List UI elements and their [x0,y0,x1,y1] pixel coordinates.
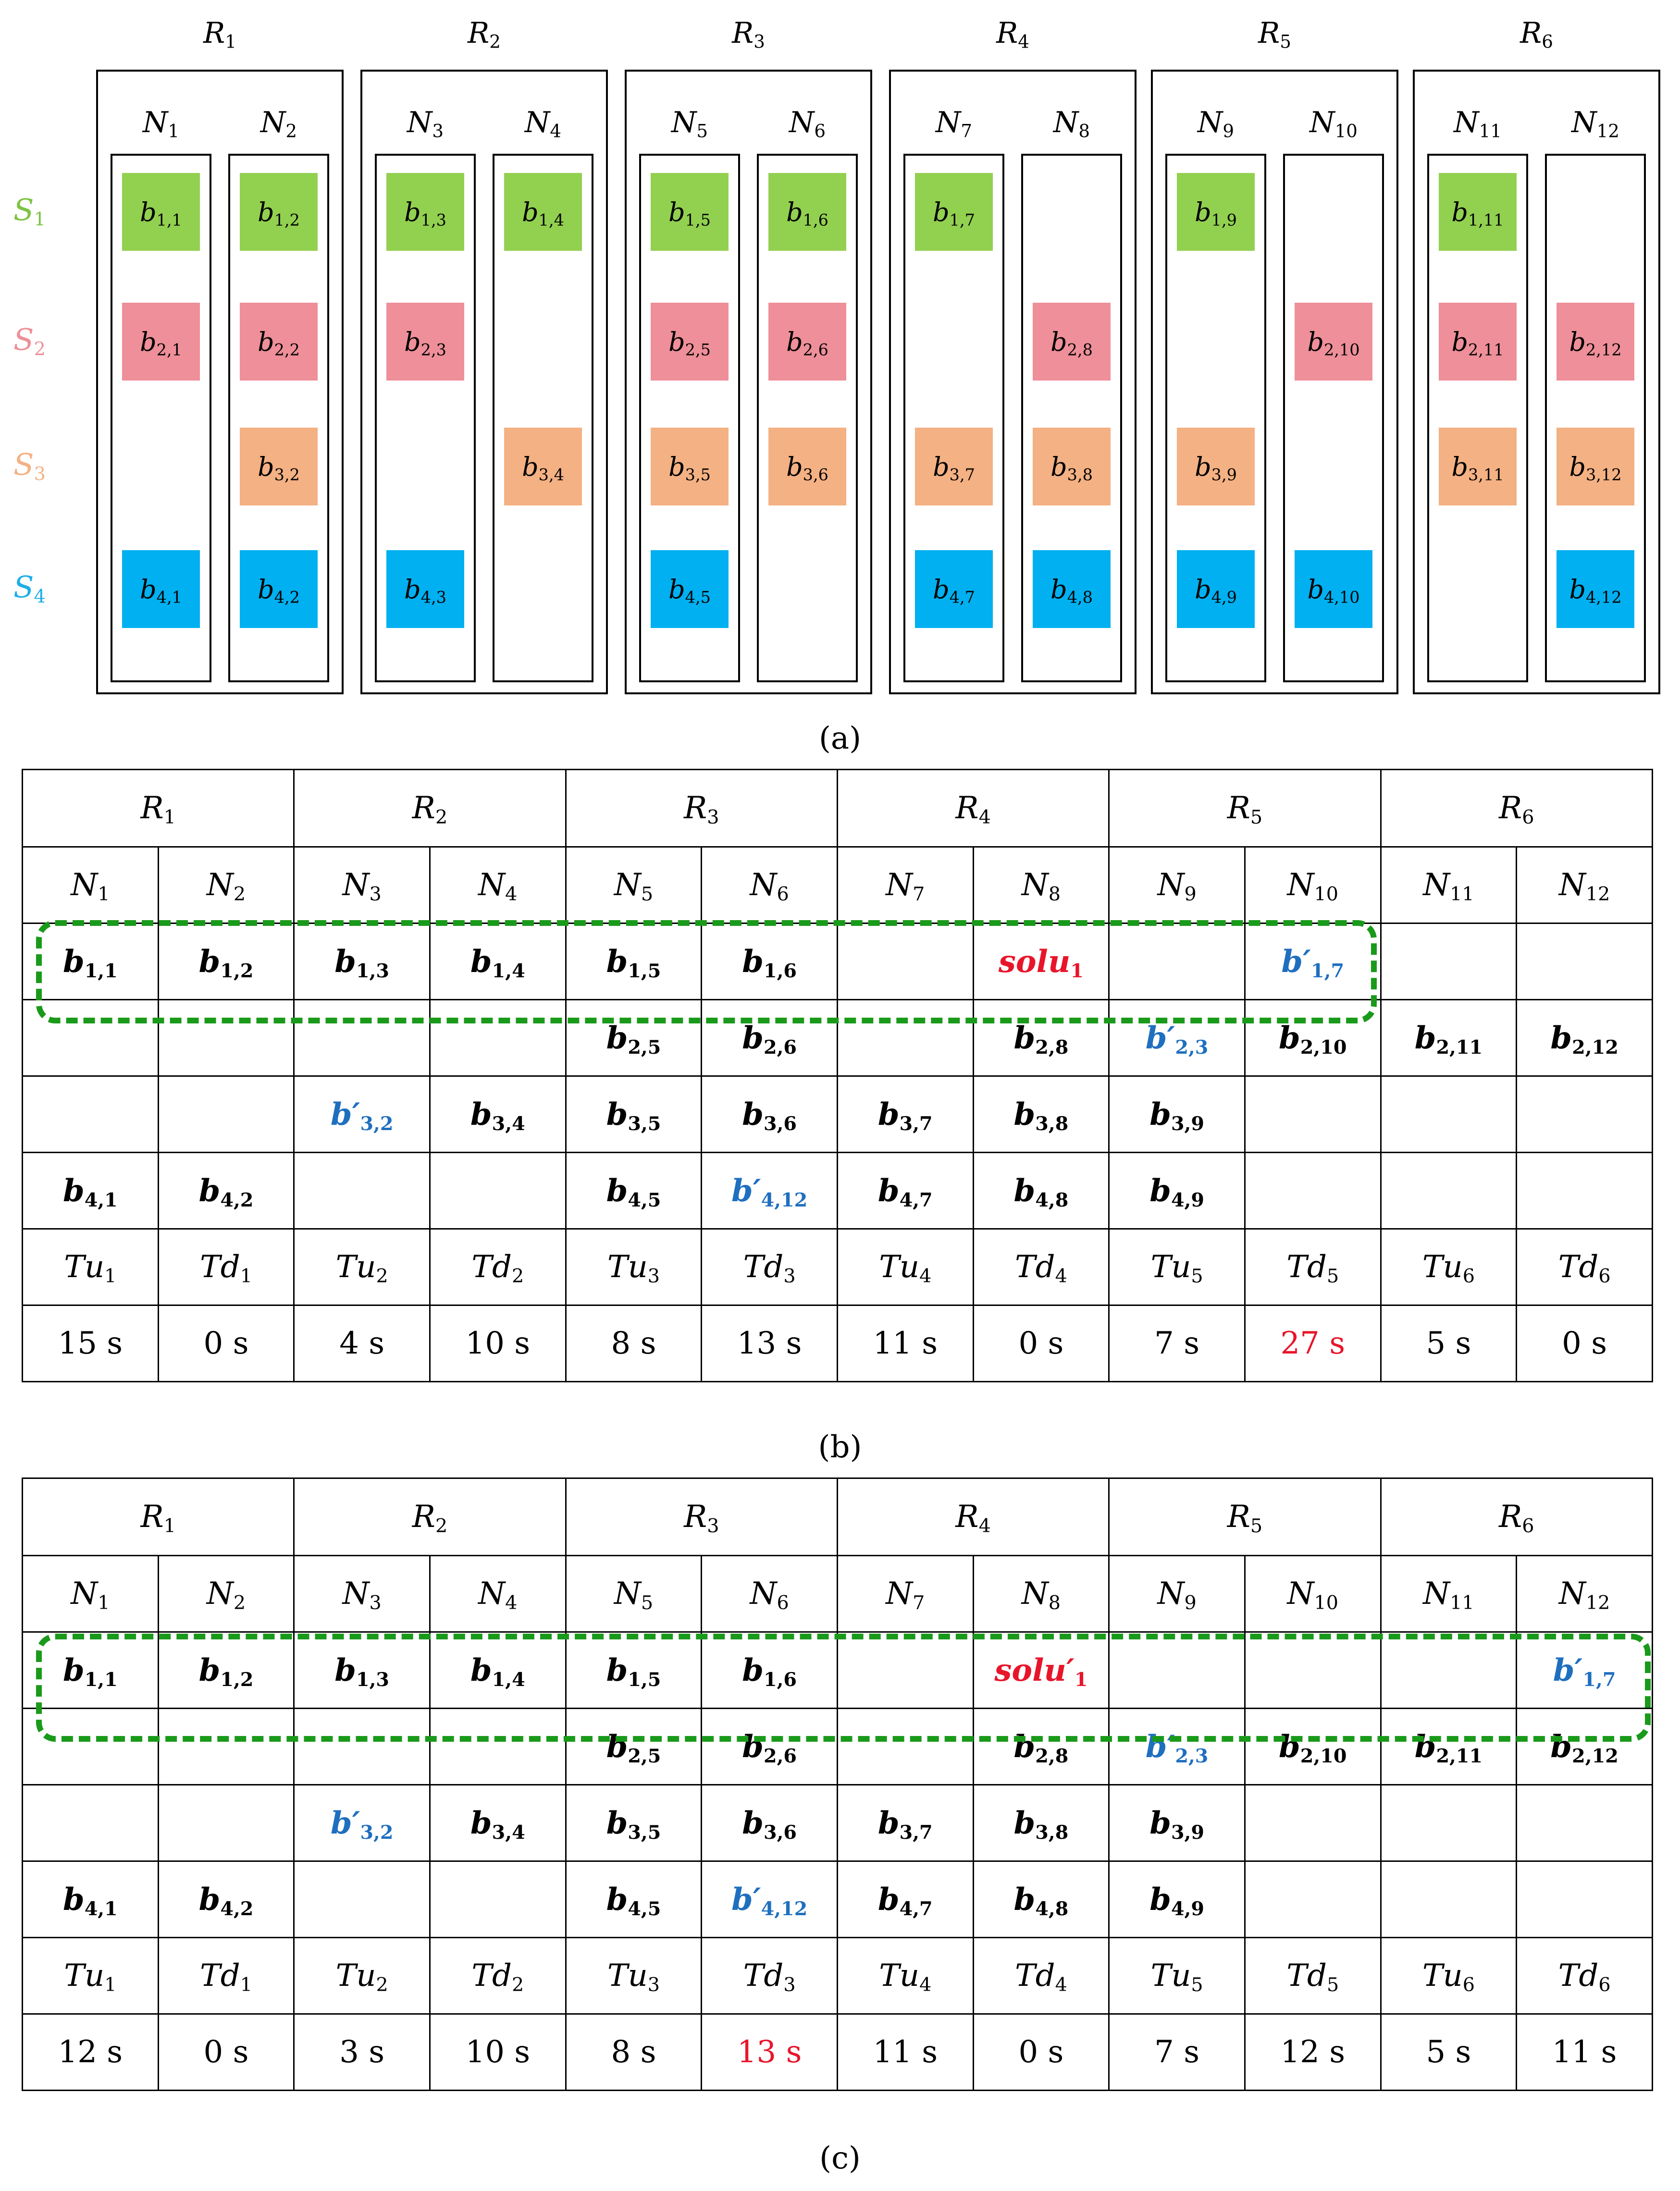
node-header-N7: $N_7$ [837,847,973,923]
cell-b2-6: $b_{2,6}$ [702,1000,838,1076]
time-label-Tu3: $Tu_3$ [566,1938,702,2014]
node-header-N12: $N_{12}$ [1517,1556,1653,1632]
node-label-N8: $N_8$ [1053,106,1090,142]
node-label-N5: $N_5$ [671,106,708,142]
rack-label-R4: $R_4$ [996,16,1029,52]
time-label-Td4: $Td_4$ [973,1229,1109,1305]
time-value: 10 s [430,1305,566,1382]
time-label-Tu2: $Tu_2$ [294,1938,430,2014]
block-b2-8: $b_{2,8}$ [1033,303,1111,381]
cell-b3-4: $b_{3,4}$ [430,1076,566,1153]
empty-cell [1517,1785,1653,1861]
empty-cell [294,1000,430,1076]
cell-b-2-3: $b'_{2,3}$ [1109,1709,1245,1785]
rack-header-R1: $R_1$ [23,1478,294,1556]
empty-cell [1109,923,1245,1000]
rack-header-R6: $R_6$ [1381,1478,1652,1556]
time-label-Td3: $Td_3$ [702,1229,838,1305]
rack-header-R4: $R_4$ [837,770,1109,847]
empty-cell [158,1076,294,1153]
block-b3-11: $b_{3,11}$ [1439,428,1517,505]
cell-b4-7: $b_{4,7}$ [837,1861,973,1938]
block-b4-5: $b_{4,5}$ [651,550,729,628]
time-label-Tu3: $Tu_3$ [566,1229,702,1305]
cell-b2-8: $b_{2,8}$ [973,1000,1109,1076]
cell-b3-8: $b_{3,8}$ [973,1076,1109,1153]
time-label-Tu5: $Tu_5$ [1109,1938,1245,2014]
time-label-row [23,1229,1653,1305]
cell-b1-3: $b_{1,3}$ [294,923,430,1000]
time-label-Td1: $Td_1$ [158,1229,294,1305]
cell-b1-2: $b_{1,2}$ [158,1632,294,1709]
stripe-row [23,1153,1653,1229]
empty-cell [1245,1861,1381,1938]
block-b4-10: $b_{4,10}$ [1295,550,1372,628]
cell-b-1-7: $b'_{1,7}$ [1245,923,1381,1000]
time-value: 10 s [430,2014,566,2091]
time-label-Tu5: $Tu_5$ [1109,1229,1245,1305]
node-header-N1: $N_1$ [23,1556,159,1632]
cell-b3-6: $b_{3,6}$ [702,1076,838,1153]
time-value: 13 s [702,1305,838,1382]
block-b4-8: $b_{4,8}$ [1033,550,1111,628]
time-value: 15 s [23,1305,159,1382]
empty-cell [158,1000,294,1076]
block-b2-10: $b_{2,10}$ [1295,303,1372,381]
node-header-row [23,847,1653,923]
empty-cell [430,1709,566,1785]
time-value: 0 s [1517,1305,1653,1382]
cell-b3-8: $b_{3,8}$ [973,1785,1109,1861]
time-value: 11 s [837,2014,973,2091]
empty-cell [837,1000,973,1076]
node-label-N3: $N_3$ [407,106,444,142]
cell-b3-5: $b_{3,5}$ [566,1785,702,1861]
empty-cell [1381,1076,1517,1153]
time-label-Td5: $Td_5$ [1245,1229,1381,1305]
cell-b4-1: $b_{4,1}$ [23,1861,159,1938]
panel_b-table [22,769,1653,1382]
time-value-row [23,2014,1653,2091]
block-b4-3: $b_{4,3}$ [386,550,464,628]
time-value: 11 s [837,1305,973,1382]
node-header-N12: $N_{12}$ [1517,847,1653,923]
cell-b-3-2: $b'_{3,2}$ [294,1785,430,1861]
cell-b1-4: $b_{1,4}$ [430,1632,566,1709]
node-label-N2: $N_2$ [260,106,297,142]
empty-cell [430,1153,566,1229]
node-header-N11: $N_{11}$ [1381,1556,1517,1632]
cell-b4-5: $b_{4,5}$ [566,1861,702,1938]
block-b4-9: $b_{4,9}$ [1177,550,1255,628]
block-b2-12: $b_{2,12}$ [1556,303,1634,381]
time-value: 0 s [973,1305,1109,1382]
block-b2-6: $b_{2,6}$ [768,303,846,381]
empty-cell [23,1076,159,1153]
cell-b3-7: $b_{3,7}$ [837,1785,973,1861]
time-value: 5 s [1381,2014,1517,2091]
node-header-N6: $N_6$ [702,847,838,923]
node-header-N9: $N_9$ [1109,847,1245,923]
rack-header-row [23,770,1653,847]
cell-b-2-3: $b'_{2,3}$ [1109,1000,1245,1076]
rack-label-R1: $R_1$ [203,16,236,52]
empty-cell [158,1785,294,1861]
cell-b1-5: $b_{1,5}$ [566,923,702,1000]
time-value: 0 s [158,2014,294,2091]
cell-b2-12: $b_{2,12}$ [1517,1709,1653,1785]
cell-solu-1: $solu'_1$ [973,1632,1109,1709]
node-label-N6: $N_6$ [789,106,826,142]
rack-header-row [23,1478,1653,1556]
block-b2-2: $b_{2,2}$ [240,303,318,381]
cell-b3-6: $b_{3,6}$ [702,1785,838,1861]
caption-a: (a) [818,721,862,756]
rack-header-R5: $R_5$ [1109,770,1381,847]
block-b3-2: $b_{3,2}$ [240,428,318,505]
rack-label-R2: $R_2$ [468,16,501,52]
rack-label-R3: $R_3$ [732,16,765,52]
time-value: 0 s [973,2014,1109,2091]
node-header-N5: $N_5$ [566,847,702,923]
stripe-label-S3: $S_3$ [13,447,46,485]
stripe-row [23,1709,1653,1785]
cell-b2-5: $b_{2,5}$ [566,1709,702,1785]
time-label-Td6: $Td_6$ [1517,1229,1653,1305]
node-label-N7: $N_7$ [935,106,973,142]
time-label-Tu1: $Tu_1$ [23,1938,159,2014]
cell-b4-8: $b_{4,8}$ [973,1153,1109,1229]
cell-b4-9: $b_{4,9}$ [1109,1153,1245,1229]
cell-b2-5: $b_{2,5}$ [566,1000,702,1076]
empty-cell [1245,1785,1381,1861]
rack-header-R5: $R_5$ [1109,1478,1381,1556]
node-header-N1: $N_1$ [23,847,159,923]
cell-b1-4: $b_{1,4}$ [430,923,566,1000]
empty-cell [430,1000,566,1076]
rack-header-R3: $R_3$ [566,1478,837,1556]
stripe-label-S2: $S_2$ [13,322,46,360]
node-label-N1: $N_1$ [142,106,180,142]
rack-header-R1: $R_1$ [23,770,294,847]
empty-cell [1381,1632,1517,1709]
node-header-N3: $N_3$ [294,1556,430,1632]
rack-header-R2: $R_2$ [294,1478,566,1556]
time-value: 8 s [566,1305,702,1382]
node-header-N4: $N_4$ [430,1556,566,1632]
empty-cell [1245,1632,1381,1709]
caption-c: (c) [819,2141,861,2176]
empty-cell [294,1709,430,1785]
cell-b3-7: $b_{3,7}$ [837,1076,973,1153]
cell-b1-6: $b_{1,6}$ [702,1632,838,1709]
block-b2-1: $b_{2,1}$ [122,303,200,381]
cell-b-4-12: $b'_{4,12}$ [702,1153,838,1229]
node-label-N11: $N_{11}$ [1454,106,1502,142]
rack-label-R5: $R_5$ [1258,16,1291,52]
cell-b4-2: $b_{4,2}$ [158,1861,294,1938]
time-label-Td2: $Td_2$ [430,1229,566,1305]
node-header-N2: $N_2$ [158,847,294,923]
rack-header-R4: $R_4$ [837,1478,1109,1556]
node-header-N6: $N_6$ [702,1556,838,1632]
block-b4-7: $b_{4,7}$ [915,550,993,628]
stripe-row [23,1785,1653,1861]
empty-cell [1517,923,1653,1000]
time-value: 11 s [1517,2014,1653,2091]
node-header-N4: $N_4$ [430,847,566,923]
node-header-row [23,1556,1653,1632]
cell-solu1: solu$_1$ [973,923,1109,1000]
empty-cell [837,1709,973,1785]
time-value: 5 s [1381,1305,1517,1382]
cell-b-1-7: $b'_{1,7}$ [1517,1632,1653,1709]
cell-b2-6: $b_{2,6}$ [702,1709,838,1785]
caption-b: (b) [818,1429,862,1465]
node-header-N7: $N_7$ [837,1556,973,1632]
block-b3-12: $b_{3,12}$ [1556,428,1634,505]
cell-b4-8: $b_{4,8}$ [973,1861,1109,1938]
time-label-row [23,1938,1653,2014]
block-b1-11: $b_{1,11}$ [1439,173,1517,251]
block-b2-3: $b_{2,3}$ [386,303,464,381]
node-header-N5: $N_5$ [566,1556,702,1632]
empty-cell [1381,1785,1517,1861]
node-header-N10: $N_{10}$ [1245,847,1381,923]
empty-cell [1109,1632,1245,1709]
time-label-Tu1: $Tu_1$ [23,1229,159,1305]
empty-cell [1245,1076,1381,1153]
time-value: 27 s [1245,1305,1381,1382]
time-label-Td1: $Td_1$ [158,1938,294,2014]
block-b3-7: $b_{3,7}$ [915,428,993,505]
node-header-N11: $N_{11}$ [1381,847,1517,923]
block-b1-7: $b_{1,7}$ [915,173,993,251]
stripe-row [23,1861,1653,1938]
node-header-N8: $N_8$ [973,1556,1109,1632]
time-value: 7 s [1109,1305,1245,1382]
node-label-N12: $N_{12}$ [1571,106,1619,142]
rack-header-R2: $R_2$ [294,770,566,847]
node-header-N8: $N_8$ [973,847,1109,923]
cell-b1-1: $b_{1,1}$ [23,1632,159,1709]
block-b4-1: $b_{4,1}$ [122,550,200,628]
cell-b-4-12: $b'_{4,12}$ [702,1861,838,1938]
cell-b2-10: $b_{2,10}$ [1245,1000,1381,1076]
cell-b1-2: $b_{1,2}$ [158,923,294,1000]
time-label-Td3: $Td_3$ [702,1938,838,2014]
rack-header-R6: $R_6$ [1381,770,1652,847]
stripe-row [23,1632,1653,1709]
node-label-N4: $N_4$ [524,106,562,142]
cell-b1-1: $b_{1,1}$ [23,923,159,1000]
empty-cell [294,1861,430,1938]
empty-cell [1517,1076,1653,1153]
node-header-N2: $N_2$ [158,1556,294,1632]
block-b3-6: $b_{3,6}$ [768,428,846,505]
cell-b4-5: $b_{4,5}$ [566,1153,702,1229]
time-label-Tu6: $Tu_6$ [1381,1938,1517,2014]
block-b3-5: $b_{3,5}$ [651,428,729,505]
cell-b2-11: $b_{2,11}$ [1381,1709,1517,1785]
rack-label-R6: $R_6$ [1520,16,1553,52]
cell-b1-3: $b_{1,3}$ [294,1632,430,1709]
cell-b3-4: $b_{3,4}$ [430,1785,566,1861]
block-b2-11: $b_{2,11}$ [1439,303,1517,381]
cell-b4-2: $b_{4,2}$ [158,1153,294,1229]
block-b1-2: $b_{1,2}$ [240,173,318,251]
block-b1-6: $b_{1,6}$ [768,173,846,251]
block-b1-3: $b_{1,3}$ [386,173,464,251]
cell-b2-8: $b_{2,8}$ [973,1709,1109,1785]
empty-cell [23,1000,159,1076]
empty-cell [837,923,973,1000]
block-b2-5: $b_{2,5}$ [651,303,729,381]
time-label-Tu6: $Tu_6$ [1381,1229,1517,1305]
empty-cell [1245,1153,1381,1229]
cell-b2-10: $b_{2,10}$ [1245,1709,1381,1785]
block-b1-9: $b_{1,9}$ [1177,173,1255,251]
node-label-N9: $N_9$ [1197,106,1235,142]
empty-cell [837,1632,973,1709]
cell-b4-7: $b_{4,7}$ [837,1153,973,1229]
time-value-row [23,1305,1653,1382]
cell-b4-9: $b_{4,9}$ [1109,1861,1245,1938]
time-label-Td4: $Td_4$ [973,1938,1109,2014]
cell-b2-12: $b_{2,12}$ [1517,1000,1653,1076]
block-b3-4: $b_{3,4}$ [504,428,582,505]
empty-cell [430,1861,566,1938]
block-b1-4: $b_{1,4}$ [504,173,582,251]
empty-cell [158,1709,294,1785]
time-value: 3 s [294,2014,430,2091]
panel_c-table [22,1477,1653,2091]
time-value: 8 s [566,2014,702,2091]
time-value: 13 s [702,2014,838,2091]
node-header-N3: $N_3$ [294,847,430,923]
time-value: 7 s [1109,2014,1245,2091]
time-label-Td5: $Td_5$ [1245,1938,1381,2014]
empty-cell [23,1709,159,1785]
stripe-label-S1: $S_1$ [13,192,46,230]
cell-b4-1: $b_{4,1}$ [23,1153,159,1229]
empty-cell [1381,1153,1517,1229]
time-value: 0 s [158,1305,294,1382]
time-label-Td2: $Td_2$ [430,1938,566,2014]
time-value: 12 s [23,2014,159,2091]
cell-b1-6: $b_{1,6}$ [702,923,838,1000]
block-b3-9: $b_{3,9}$ [1177,428,1255,505]
node-header-N9: $N_9$ [1109,1556,1245,1632]
empty-cell [294,1153,430,1229]
empty-cell [1381,1861,1517,1938]
time-value: 12 s [1245,2014,1381,2091]
node-header-N10: $N_{10}$ [1245,1556,1381,1632]
stripe-row [23,1076,1653,1153]
empty-cell [1517,1153,1653,1229]
block-b3-8: $b_{3,8}$ [1033,428,1111,505]
cell-b3-9: $b_{3,9}$ [1109,1076,1245,1153]
cell-b3-9: $b_{3,9}$ [1109,1785,1245,1861]
stripe-row [23,923,1653,1000]
cell-b-3-2: $b'_{3,2}$ [294,1076,430,1153]
time-label-Td6: $Td_6$ [1517,1938,1653,2014]
empty-cell [23,1785,159,1861]
block-b4-2: $b_{4,2}$ [240,550,318,628]
time-value: 4 s [294,1305,430,1382]
empty-cell [1381,923,1517,1000]
block-b1-5: $b_{1,5}$ [651,173,729,251]
node-label-N10: $N_{10}$ [1309,106,1358,142]
block-b1-1: $b_{1,1}$ [122,173,200,251]
time-label-Tu4: $Tu_4$ [837,1938,973,2014]
cell-b2-11: $b_{2,11}$ [1381,1000,1517,1076]
time-label-Tu4: $Tu_4$ [837,1229,973,1305]
stripe-label-S4: $S_4$ [13,569,46,607]
cell-b3-5: $b_{3,5}$ [566,1076,702,1153]
empty-cell [1517,1861,1653,1938]
rack-header-R3: $R_3$ [566,770,837,847]
cell-b1-5: $b_{1,5}$ [566,1632,702,1709]
block-b4-12: $b_{4,12}$ [1556,550,1634,628]
stripe-row [23,1000,1653,1076]
time-label-Tu2: $Tu_2$ [294,1229,430,1305]
